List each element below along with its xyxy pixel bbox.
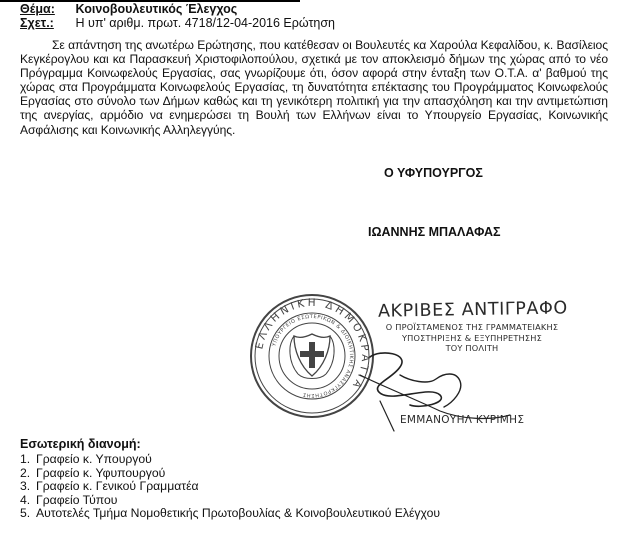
list-item: 4. Γραφείο Τύπου (20, 492, 118, 507)
reference-value: Η υπ' αριθμ. πρωτ. 4718/12-04-2016 Ερώτηση (75, 16, 335, 30)
stamp-line-1: Ο ΠΡΟΪΣΤΑΜΕΝΟΣ ΤΗΣ ΓΡΑΜΜΑΤΕΙΑΚΗΣ (385, 322, 559, 332)
distribution-list (20, 453, 440, 521)
stamp-line-3: ΤΟΥ ΠΟΛΙΤΗ (445, 343, 499, 353)
body-paragraph: Σε απάντηση της ανωτέρω Ερώτησης, που κατέθεσαν οι Βουλευτές κα Χαρούλα Κεφαλίδου, κ. Βασίλειος Κεγκέρογλου και κα Παρασκευή Χριστοφιλοπούλου, σχετικά με τον αποκλεισμό δήμων της χώρας από το νέο Πρόγραμμα Κοινωφελούς Εργασίας, σας γνωρίζουμε ότι, όσον αφορά στην ένταξη των Ο.Τ.Α. α' βαθμού της χώρας στα Προγράμματα Κοινωφελούς Εργασίας, τη δυνατότητα επέκτασης του Προγράμματος Κοινωφελούς Εργασίας στο σύνολο των Δήμων καθώς και τη γενικότερη πολιτική για την απασχόληση και την αντιμετώπιση της ανεργίας, αρμόδιο να ενημερώσει τη Βουλή των Ελλήνων είναι το Υπουργείο Εργασίας, Κοινωνικής Ασφάλισης και Κοινωνικής Αλληλεγγύης. (20, 38, 608, 137)
stamp-signatory-name: ΕΜΜΑΝΟΥΗΛ ΚΥΡΙΜΗΣ (400, 414, 525, 426)
list-item: 2. Γραφείο κ. Υφυπουργού (20, 465, 166, 480)
handwritten-signature (340, 345, 560, 445)
list-item: 3. Γραφείο κ. Γενικού Γραμματέα (20, 479, 199, 493)
stamp-heading: ΑΚΡΙΒΕΣ ΑΝΤΙΓΡΑΦΟ (377, 298, 568, 322)
seal-inner-text: ΥΠΟΥΡΓΕΙΟ ΕΣΩΤΕΡΙΚΩΝ & ΔΙΟΙΚΗΤΙΚΗΣ ΑΝΑΣΥΓΚΡΟΤΗΣΗΣ (271, 313, 355, 399)
list-item: 5. Αυτοτελές Τμήμα Νομοθετικής Πρωτοβουλίας & Κοινοβουλευτικού Ελέγχου (20, 506, 441, 520)
coat-of-arms-icon (290, 334, 334, 379)
signer-title: Ο ΥΦΥΠΟΥΡΓΟΣ (384, 166, 483, 180)
signer-name: ΙΩΑΝΝΗΣ ΜΠΑΛΑΦΑΣ (368, 225, 501, 239)
list-item: 1. Γραφείο κ. Υπουργού (20, 452, 152, 466)
seal-outer-text: ΕΛΛΗΝΙΚΗ ΔΗΜΟΚΡΑΤΙΑ (253, 296, 372, 393)
subject-value: Κοινοβουλευτικός Έλεγχος (75, 2, 238, 16)
subject-label: Θέμα: (20, 2, 55, 16)
distribution-title: Εσωτερική διανομή: (20, 437, 141, 451)
subject-line (20, 2, 237, 16)
stamp-line-2: ΥΠΟΣΤΗΡΙΞΗΣ & ΕΞΥΠΗΡΕΤΗΣΗΣ (401, 332, 542, 343)
reference-line (20, 16, 335, 30)
reference-label: Σχετ.: (20, 16, 54, 30)
